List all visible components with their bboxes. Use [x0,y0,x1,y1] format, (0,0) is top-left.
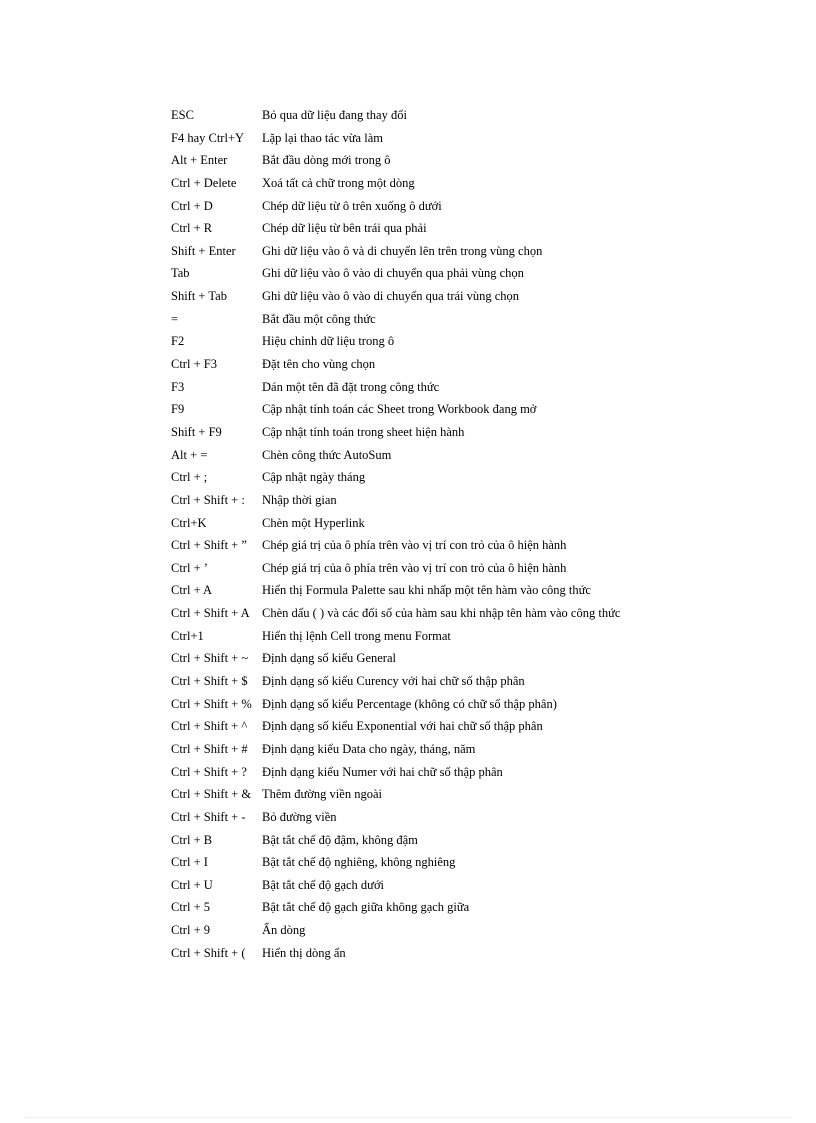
shortcut-description: Cập nhật tính toán các Sheet trong Workbook đang mở [262,402,537,417]
shortcut-key: ESC [171,108,194,122]
shortcut-row [171,262,791,285]
shortcut-row [171,874,791,897]
shortcut-key: Ctrl + B [171,832,213,847]
shortcut-row [171,466,791,489]
shortcut-description: Chèn dấu ( ) và các đối số của hàm sau khi nhập tên hàm vào công thức [262,606,621,621]
shortcut-description: Định dạng số kiểu Percentage (không có chữ số thập phân) [262,696,557,711]
shortcut-key: Ctrl + Shift + ” [171,538,247,553]
shortcut-description: Hiển thị Formula Palette sau khi nhấp một tên hàm vào công thức [262,583,591,598]
shortcut-key: Ctrl + 9 [171,923,210,938]
shortcut-row [171,444,791,467]
shortcut-description: Chép dữ liệu từ ô trên xuống ô dưới [262,198,442,213]
shortcut-row [171,647,791,670]
shortcut-key: Ctrl + R [171,221,213,236]
shortcut-description: Bỏ qua dữ liệu đang thay đổi [262,108,407,122]
shortcut-key: Ctrl + U [171,877,213,892]
shortcut-row [171,240,791,263]
shortcut-list [171,104,791,964]
shortcut-key: Ctrl + Shift + $ [171,674,248,689]
shortcut-row [171,829,791,852]
shortcut-key: Ctrl+K [171,515,207,530]
shortcut-key: Ctrl + A [171,583,213,598]
shortcut-row [171,376,791,399]
shortcut-key: Ctrl + F3 [171,357,217,372]
shortcut-description: Ghi dữ liệu vào ô vào di chuyển qua trái vùng chọn [262,289,520,304]
shortcut-key: F3 [171,379,185,394]
shortcut-description: Ghi dữ liệu vào ô vào di chuyển qua phải vùng chọn [262,266,524,281]
shortcut-key: Ctrl + Shift + ( [171,945,246,960]
shortcut-description: Bật tắt chế độ gạch giữa không gạch giữa [262,900,470,915]
shortcut-key: Tab [171,266,190,281]
shortcut-row [171,602,791,625]
shortcut-row [171,534,791,557]
shortcut-row [171,330,791,353]
shortcut-description: Dán một tên đã đặt trong công thức [262,379,440,394]
shortcut-description: Bật tắt chế độ đậm, không đậm [262,832,418,847]
shortcut-row [171,896,791,919]
shortcut-description: Ẩn dòng [262,923,306,938]
shortcut-row [171,579,791,602]
shortcut-key: Ctrl + ’ [171,560,208,575]
shortcut-description: Hiển thị dòng ẩn [262,945,346,960]
shortcut-key: Ctrl + Shift + - [171,809,246,824]
shortcut-key: Ctrl + Shift + ^ [171,719,248,734]
shortcut-key: Shift + Tab [171,289,227,304]
shortcut-row [171,783,791,806]
shortcut-row [171,217,791,240]
shortcut-description: Định dạng số kiểu Curency với hai chữ số thập phân [262,674,525,689]
shortcut-row [171,557,791,580]
shortcut-key: Ctrl + Delete [171,175,237,190]
shortcut-row [171,512,791,535]
shortcut-key: Ctrl+1 [171,628,204,643]
shortcut-description: Bắt đầu một công thức [262,311,376,326]
shortcut-description: Chép giá trị của ô phía trên vào vị trí con trỏ của ô hiện hành [262,560,567,575]
shortcut-key: Alt + = [171,447,208,462]
shortcut-row [171,195,791,218]
shortcut-key: Ctrl + ; [171,470,208,485]
shortcut-description: Bắt đầu dòng mới trong ô [262,153,391,168]
shortcut-row [171,172,791,195]
shortcut-key: F4 hay Ctrl+Y [171,130,245,145]
shortcut-row [171,308,791,331]
shortcut-row [171,919,791,942]
shortcut-row [171,851,791,874]
shortcut-description: Xoá tất cả chữ trong một dòng [262,175,415,190]
shortcut-description: Định dạng số kiểu General [262,651,396,666]
shortcut-key: Ctrl + Shift + % [171,696,252,711]
shortcut-description: Bật tắt chế độ nghiêng, không nghiêng [262,855,456,870]
shortcut-key: Ctrl + Shift + # [171,741,248,756]
shortcut-row [171,693,791,716]
shortcut-row [171,149,791,172]
shortcut-row [171,421,791,444]
shortcut-description: Chép giá trị của ô phía trên vào vị trí con trỏ của ô hiện hành [262,538,567,553]
shortcut-key: Ctrl + Shift + ? [171,764,247,779]
shortcut-row [171,761,791,784]
shortcut-key: = [171,311,179,326]
page-bottom-rule [24,1117,792,1118]
shortcut-description: Cập nhật ngày tháng [262,470,366,485]
shortcut-description: Chèn công thức AutoSum [262,447,392,462]
shortcut-description: Hiệu chỉnh dữ liệu trong ô [262,334,395,349]
shortcut-key: Ctrl + I [171,855,208,870]
shortcut-key: Shift + Enter [171,243,236,258]
shortcut-description: Bỏ đường viền [262,809,337,824]
shortcut-key: Alt + Enter [171,153,228,168]
shortcut-description: Chép dữ liệu từ bên trái qua phải [262,221,427,236]
shortcut-description: Chèn một Hyperlink [262,515,365,530]
shortcut-key: Ctrl + D [171,198,213,213]
shortcut-row [171,942,791,965]
shortcut-description: Lặp lại thao tác vừa làm [262,130,383,145]
shortcut-row [171,738,791,761]
shortcut-row [171,670,791,693]
shortcut-key: F2 [171,334,185,349]
shortcut-row [171,398,791,421]
shortcut-key: Ctrl + Shift + A [171,606,250,621]
shortcut-description: Đặt tên cho vùng chọn [262,357,376,372]
shortcut-row [171,489,791,512]
shortcut-description: Bật tắt chế độ gạch dưới [262,877,385,892]
shortcut-key: F9 [171,402,185,417]
shortcut-description: Ghi dữ liệu vào ô và di chuyển lên trên trong vùng chọn [262,243,543,258]
shortcut-row [171,285,791,308]
shortcut-key: Shift + F9 [171,424,222,439]
shortcut-row [171,104,791,127]
shortcut-row [171,715,791,738]
shortcut-description: Cập nhật tính toán trong sheet hiện hành [262,424,465,439]
shortcut-row [171,806,791,829]
shortcut-key: Ctrl + Shift + : [171,492,245,507]
shortcut-key: Ctrl + Shift + & [171,787,252,802]
shortcut-description: Hiển thị lệnh Cell trong menu Format [262,628,451,643]
shortcut-key: Ctrl + Shift + ~ [171,651,249,666]
shortcut-description: Nhập thời gian [262,492,337,507]
shortcut-description: Định dạng số kiểu Exponential với hai chữ số thập phân [262,719,543,734]
shortcut-key: Ctrl + 5 [171,900,210,915]
shortcut-description: Định dạng kiểu Numer với hai chữ số thập phân [262,764,503,779]
shortcut-row [171,127,791,150]
shortcut-row [171,353,791,376]
shortcut-description: Thêm đường viền ngoài [262,787,382,802]
shortcut-row [171,625,791,648]
shortcut-description: Định dạng kiểu Data cho ngày, tháng, năm [262,741,476,756]
